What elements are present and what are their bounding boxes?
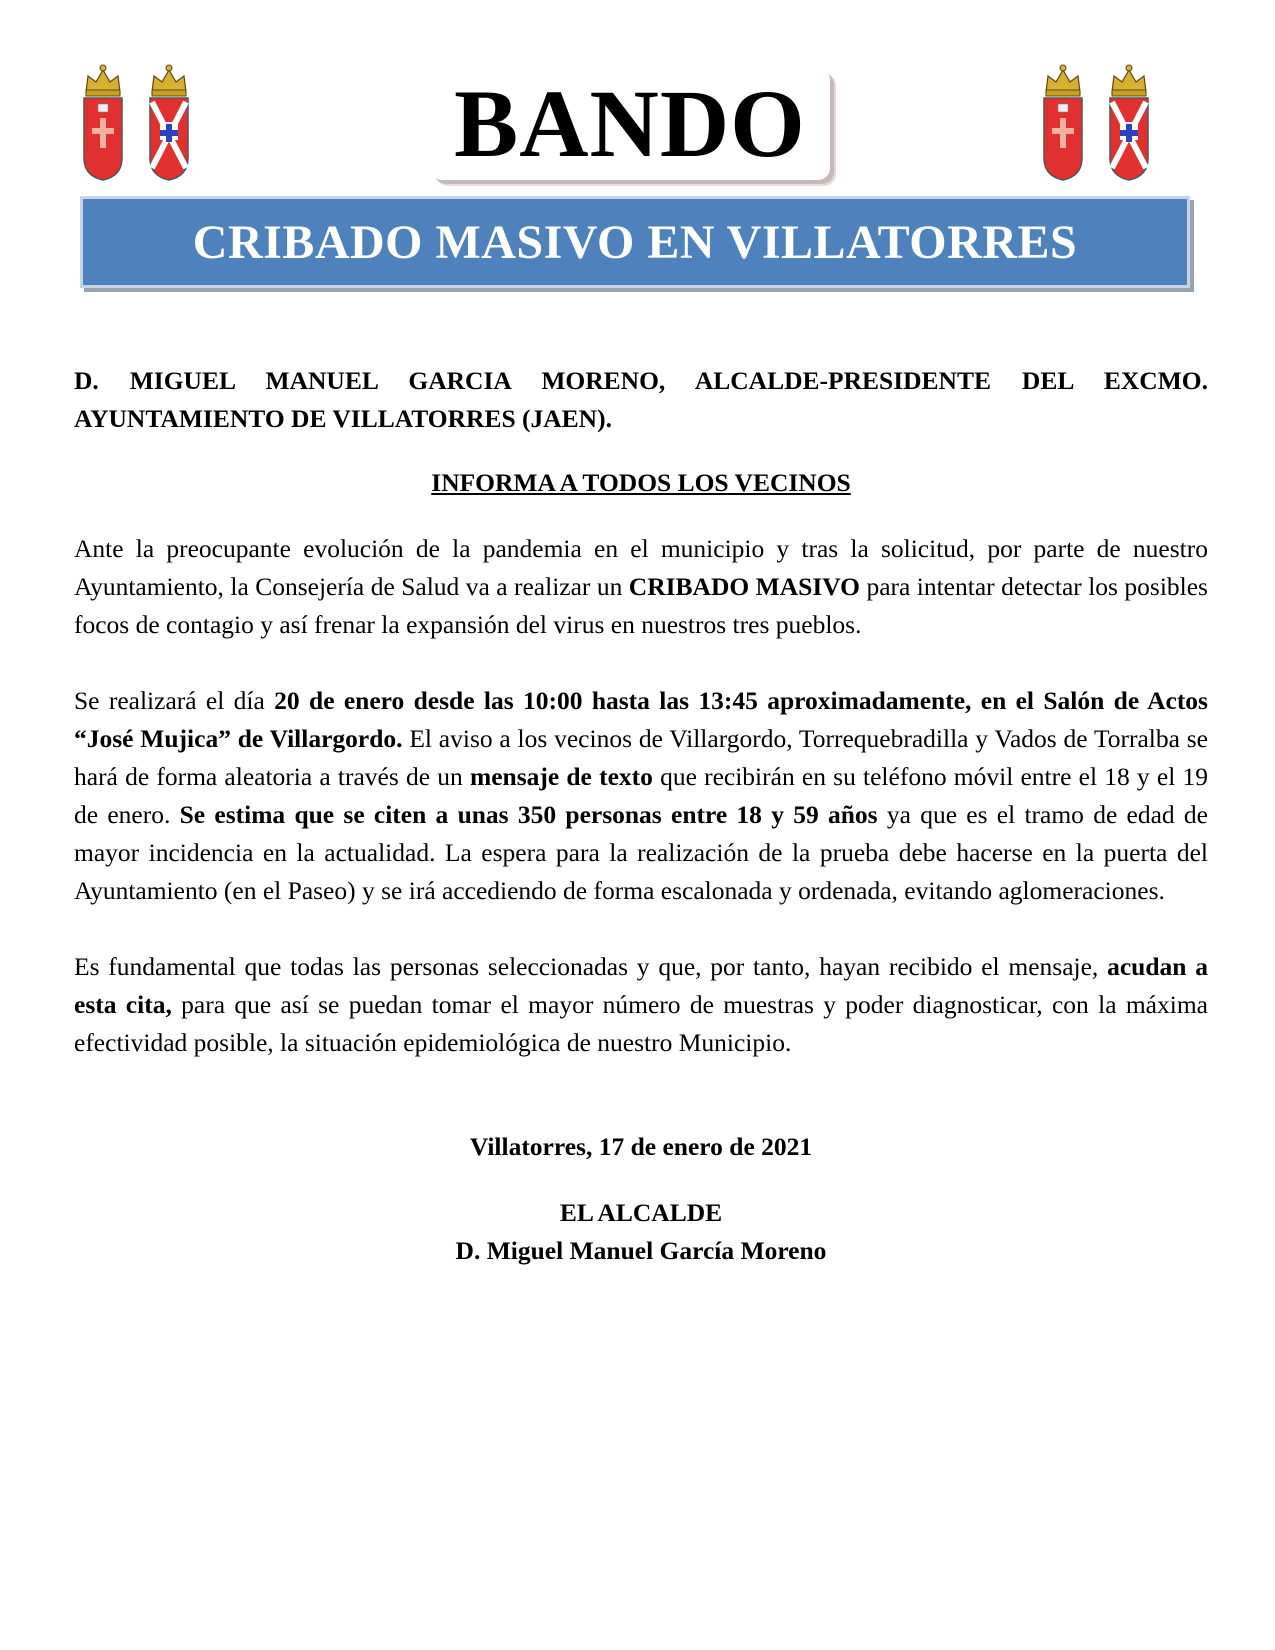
crown-icon xyxy=(152,65,186,96)
paragraph-2-text: Se realizará el día xyxy=(74,686,275,715)
signature-role: EL ALCALDE xyxy=(559,1198,723,1227)
crown-icon xyxy=(1046,65,1080,96)
paragraph-2-text: ya que es el tramo de edad de mayor incidencia en la actualidad. La espera para la realización de la prueba debe hacerse en la puerta del Ayuntamiento (en el Paseo) y se irá accediendo de forma escalonada y ordenada, evitando aglomeraciones. xyxy=(74,800,1208,905)
document-body xyxy=(74,362,1208,1270)
crest-icon xyxy=(80,58,222,186)
page-title: BANDO xyxy=(454,70,806,177)
crown-icon xyxy=(1112,65,1146,96)
paragraph-1-bold: CRIBADO MASIVO xyxy=(628,572,860,601)
bando-title-box xyxy=(430,68,830,180)
paragraph-2-bold: Se estima que se citen a unas 350 personas entre 18 y 59 años xyxy=(179,800,878,829)
paragraph-2-text: El aviso a los vecinos de Villargordo, Torrequebradilla y Vados de Torralba se hará de forma aleatoria a través de un xyxy=(74,724,1208,791)
crown-icon xyxy=(86,65,120,96)
paragraph-3-text: para que así se puedan tomar el mayor número de muestras y poder diagnosticar, con la máxima efectividad posible, la situación epidemiológica de nuestro Municipio. xyxy=(74,990,1208,1057)
paragraph-3-text: Es fundamental que todas las personas seleccionadas y que, por tanto, hayan recibido el mensaje, xyxy=(74,952,1108,981)
paragraph-2-text: que recibirán en su teléfono móvil entre el 18 y el 19 de enero. xyxy=(74,762,1208,829)
informa-heading xyxy=(74,464,1208,502)
coat-of-arms-right xyxy=(1040,58,1182,186)
crest-icon xyxy=(1040,58,1182,186)
coat-of-arms-left xyxy=(80,58,222,186)
paragraph-1 xyxy=(74,530,1208,644)
subject-banner xyxy=(80,196,1190,288)
paragraph-2-bold: 20 de enero desde las 10:00 hasta las 13:45 aproximadamente, en el Salón de Actos “José Mujica” de Villargordo. xyxy=(74,686,1208,753)
paragraph-1-text: Ante la preocupante evolución de la pandemia en el municipio y tras la solicitud, por parte de nuestro Ayuntamiento, la Consejería de Salud va a realizar un xyxy=(74,534,1208,601)
authority-heading: D. MIGUEL MANUEL GARCIA MORENO, ALCALDE-PRESIDENTE DEL EXCMO. AYUNTAMIENTO DE VILLATORRES (JAEN). xyxy=(74,366,1208,433)
paragraph-3-bold: acudan a esta cita, xyxy=(74,952,1208,1019)
paragraph-1-text: para intentar detectar los posibles focos de contagio y así frenar la expansión del virus en nuestros tres pueblos. xyxy=(74,572,1208,639)
signature-date: Villatorres, 17 de enero de 2021 xyxy=(469,1132,813,1161)
banner-title: CRIBADO MASIVO EN VILLATORRES xyxy=(192,215,1078,269)
informa-heading-text: INFORMA A TODOS LOS VECINOS xyxy=(431,468,851,497)
signature-name: D. Miguel Manuel García Moreno xyxy=(455,1236,827,1265)
paragraph-3 xyxy=(74,948,1208,1062)
paragraph-2-bold: mensaje de texto xyxy=(469,762,653,791)
paragraph-2 xyxy=(74,682,1208,910)
